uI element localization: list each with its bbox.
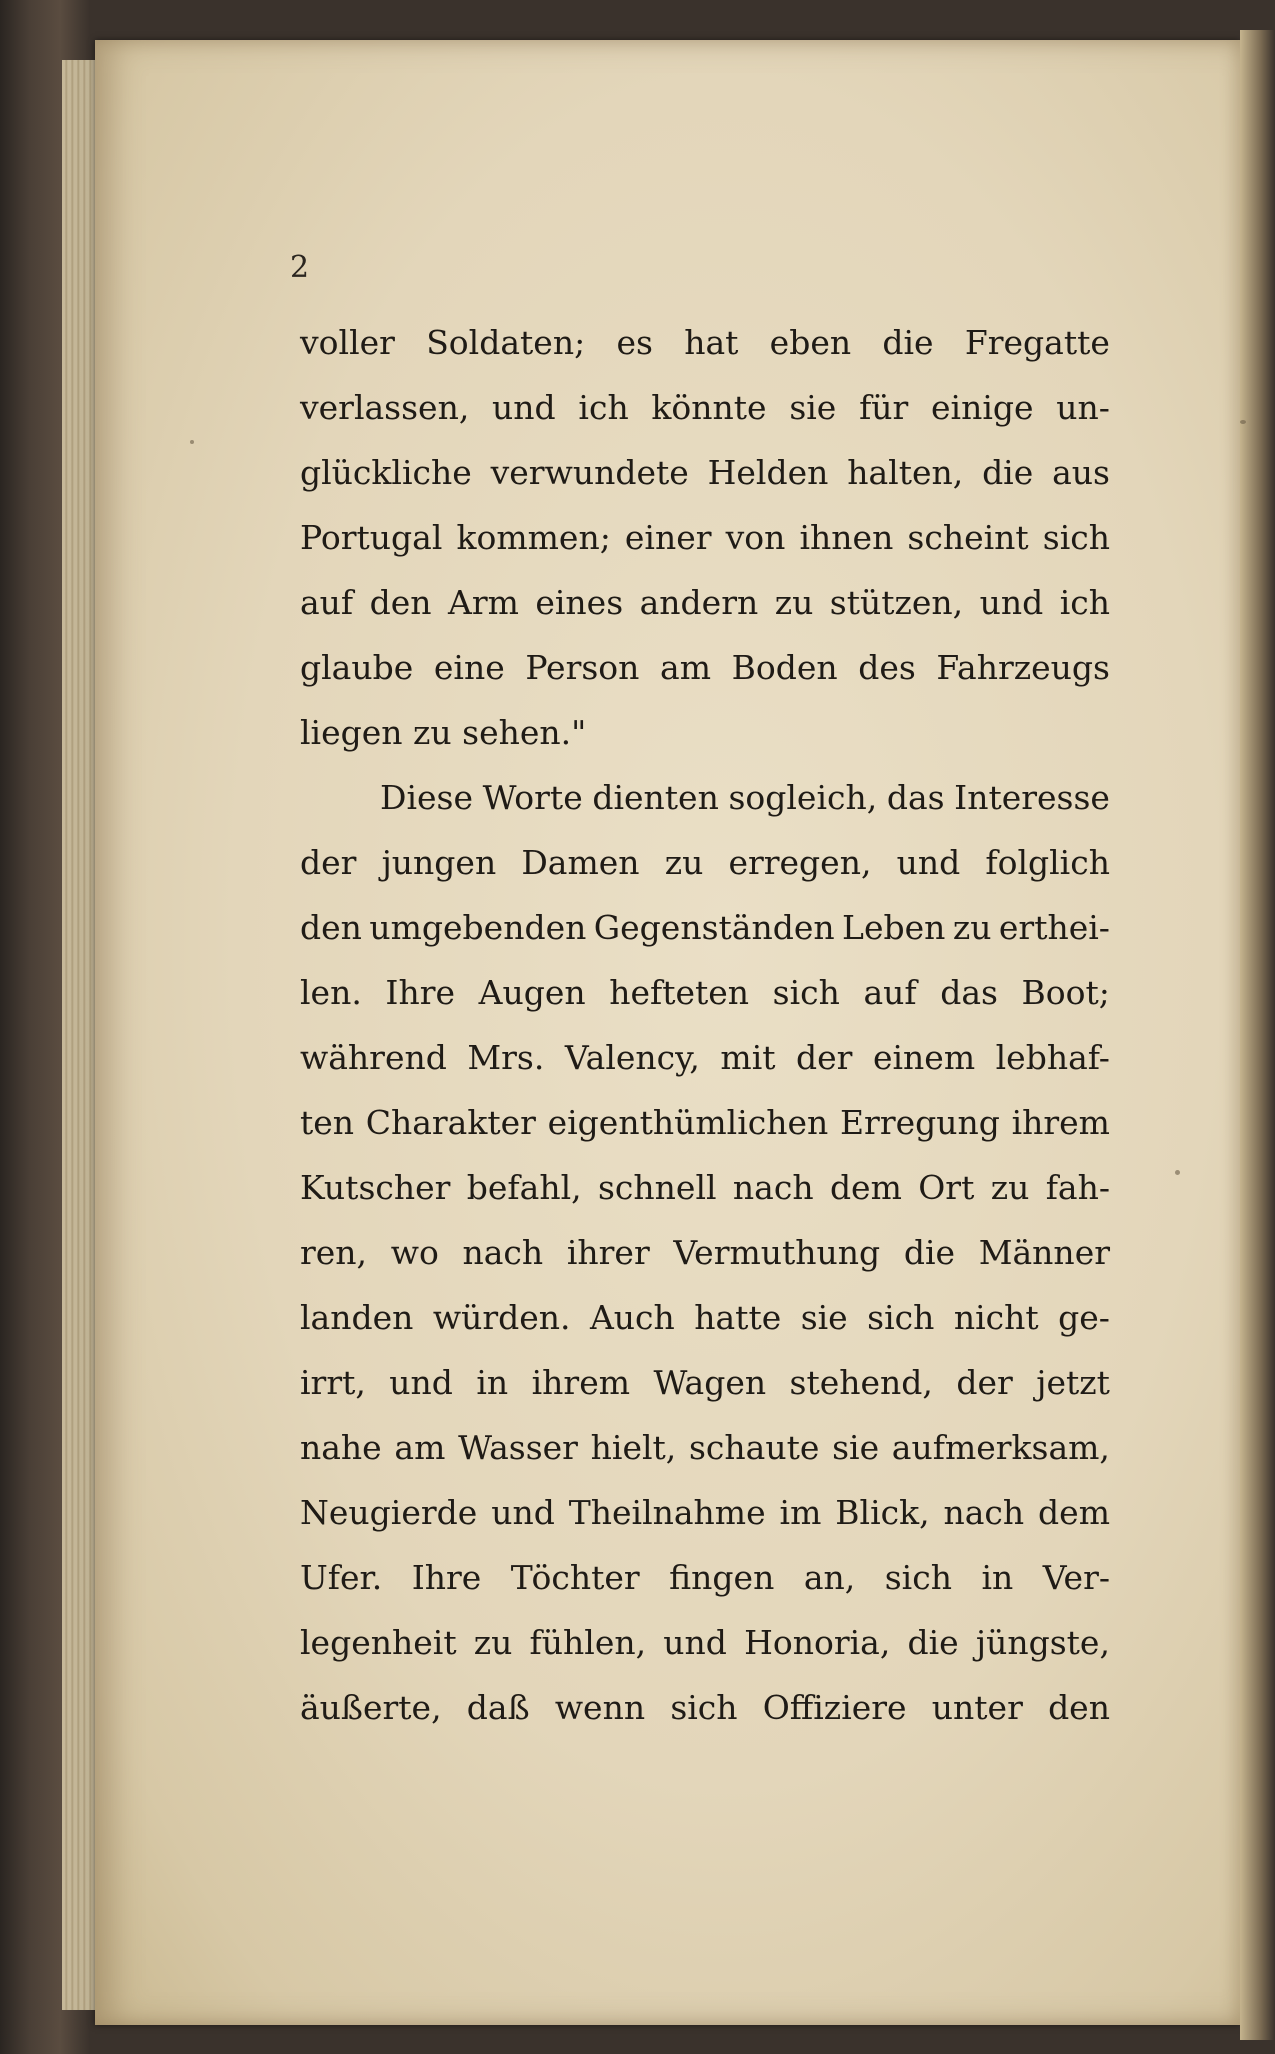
- text-line: Neugierde und Theilnahme im Blick, nach dem: [300, 1493, 1110, 1532]
- text-line: len. Ihre Augen hefteten sich auf das Boot;: [300, 973, 1110, 1012]
- text-line: legenheit zu fühlen, und Honoria, die jüngste,: [300, 1623, 1110, 1662]
- page-number: 2: [290, 250, 310, 285]
- text-line: glaube eine Person am Boden des Fahrzeugs: [300, 648, 1110, 687]
- text-line: liegen zu sehen.": [300, 713, 587, 752]
- text-line: ren, wo nach ihrer Vermuthung die Männer: [300, 1233, 1110, 1272]
- text-line: nahe am Wasser hielt, schaute sie aufmerksam,: [300, 1428, 1110, 1467]
- text-line: irrt, und in ihrem Wagen stehend, der jetzt: [300, 1363, 1110, 1402]
- paper-speck: [190, 440, 194, 444]
- text-line: verlassen, und ich könnte sie für einige un-: [300, 388, 1110, 427]
- text-line: ten Charakter eigenthümlichen Erregung ihrem: [300, 1103, 1110, 1142]
- text-line: Diese Worte dienten sogleich, das Interesse: [380, 778, 1110, 817]
- text-line: Portugal kommen; einer von ihnen scheint sich: [300, 518, 1110, 557]
- text-line: Kutscher befahl, schnell nach dem Ort zu fah-: [300, 1168, 1110, 1207]
- text-line: der jungen Damen zu erregen, und folglich: [300, 843, 1110, 882]
- text-line: den umgebenden Gegenständen Leben zu erthei-: [300, 908, 1110, 947]
- text-line: äußerte, daß wenn sich Offiziere unter den: [300, 1688, 1110, 1727]
- text-line: auf den Arm eines andern zu stützen, und ich: [300, 583, 1110, 622]
- paper-speck: [1175, 1170, 1180, 1175]
- book-binding-edge: [1240, 30, 1275, 2040]
- page-text: [300, 310, 1110, 1740]
- text-line: Ufer. Ihre Töchter fingen an, sich in Ver-: [300, 1558, 1110, 1597]
- paper-speck: [1240, 420, 1246, 424]
- text-line: landen würden. Auch hatte sie sich nicht ge-: [300, 1298, 1110, 1337]
- text-line: während Mrs. Valency, mit der einem lebhaf-: [300, 1038, 1110, 1077]
- text-line: glückliche verwundete Helden halten, die aus: [300, 453, 1110, 492]
- text-line: voller Soldaten; es hat eben die Fregatte: [300, 323, 1110, 362]
